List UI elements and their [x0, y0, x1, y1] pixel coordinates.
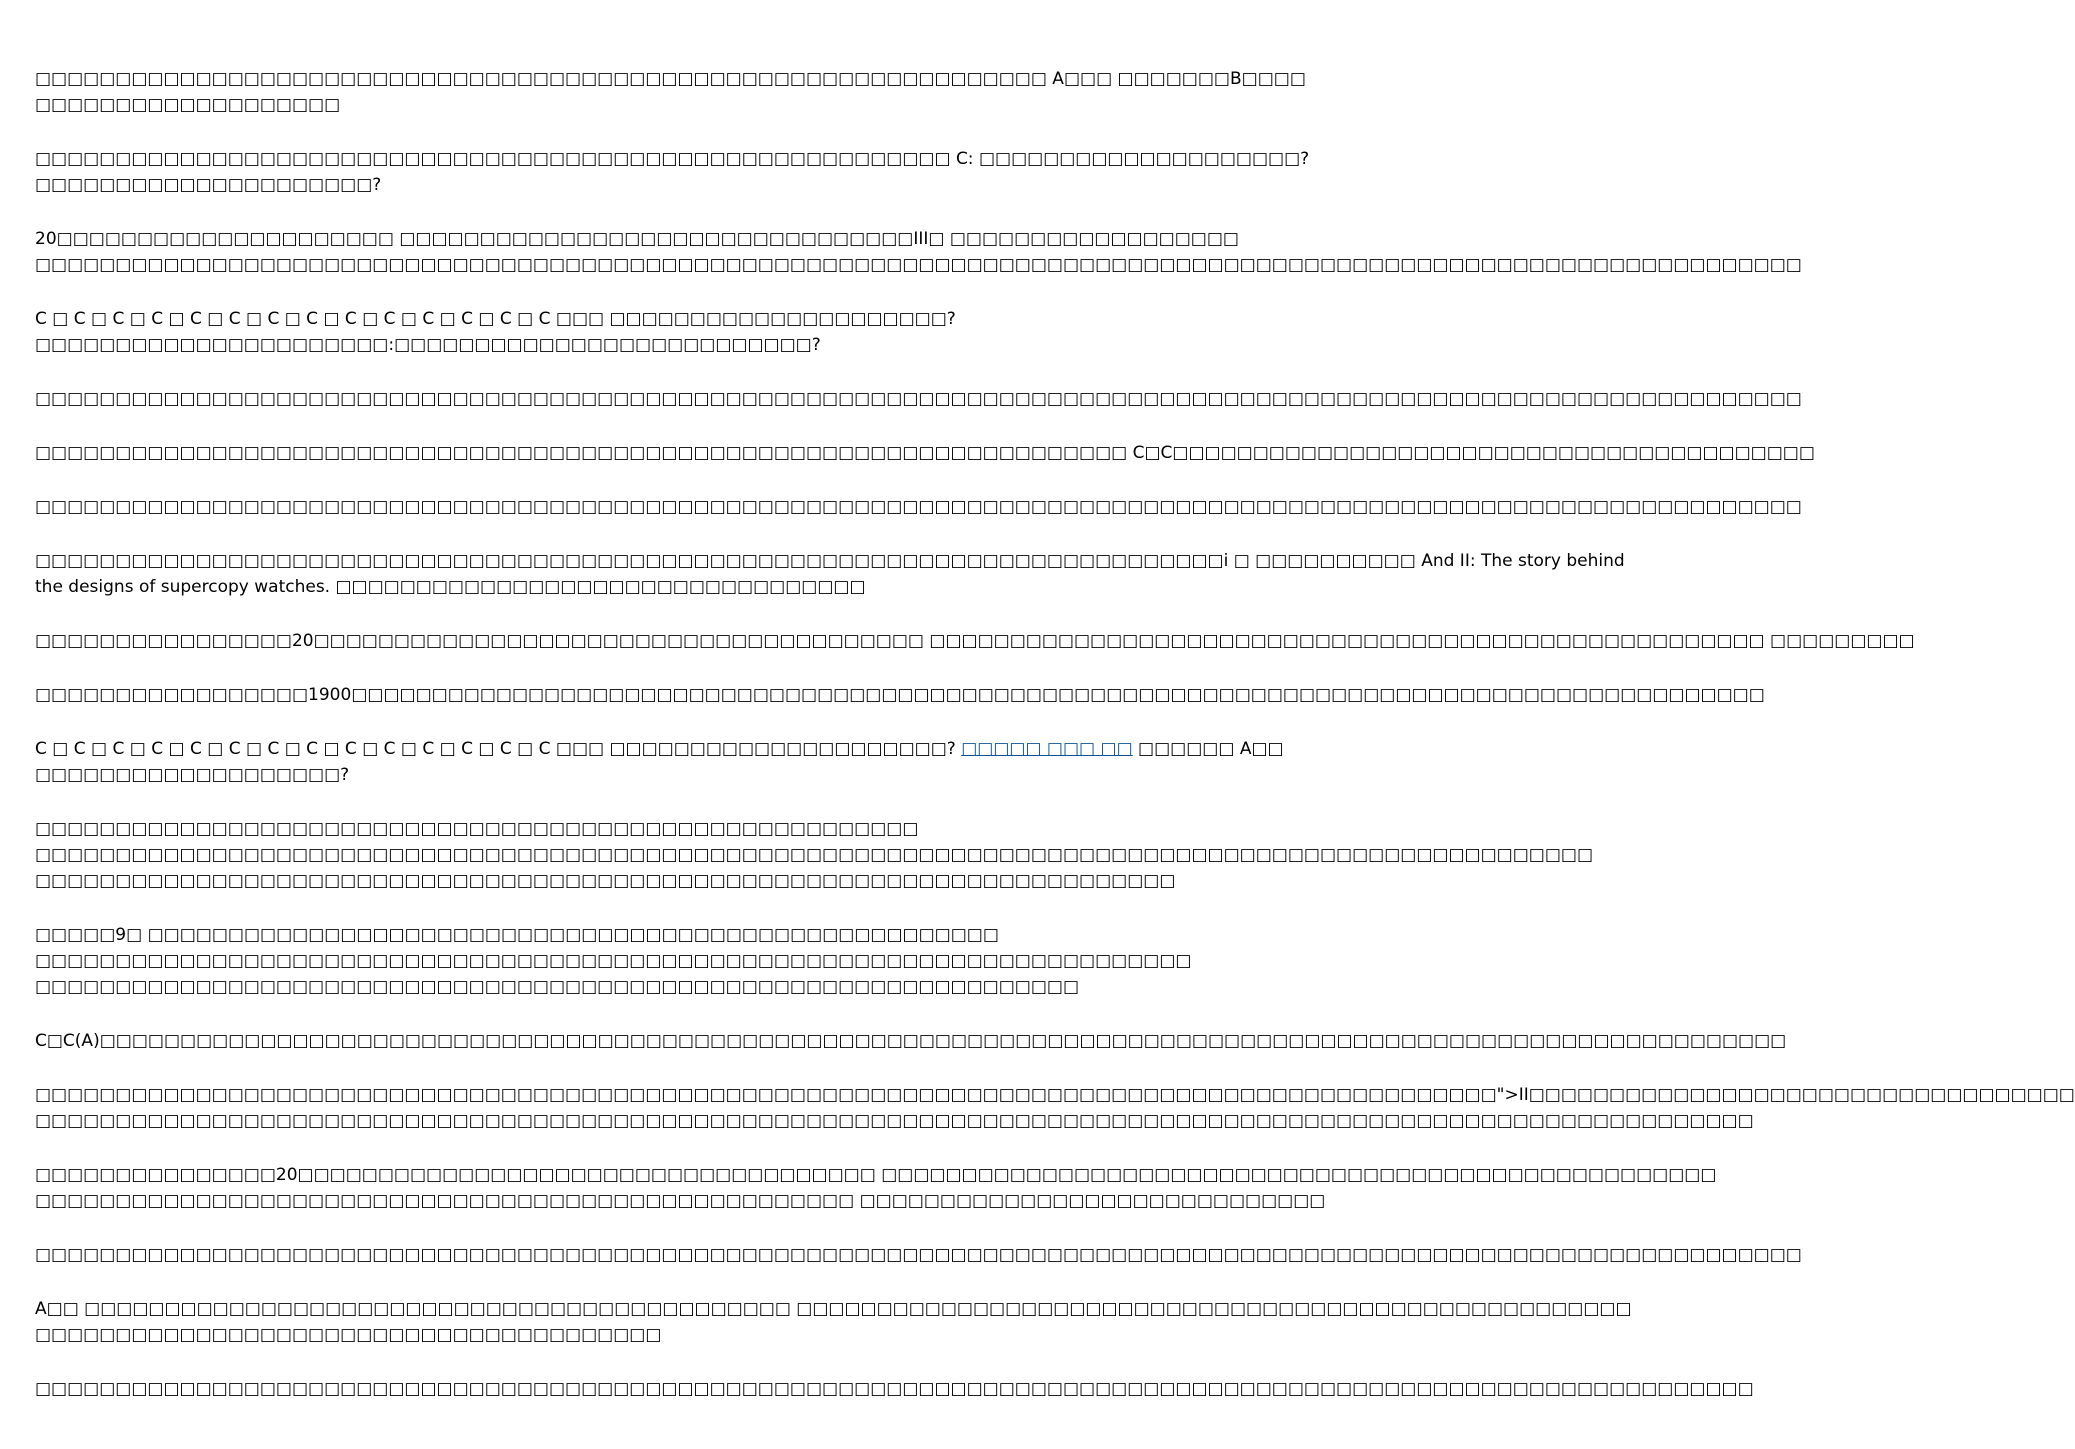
paragraph-line: □□□□□□□□□□□□□□□□□□□□□□□□□□□□□□□□□□□□□□□□□□□□□□□□□□□□□□□□□□□□□□□□□□□□□□□□ [35, 951, 1192, 971]
paragraph-line: □□□□□□□□□□□□□□□□□□□□□□□□□□□□□□□□□□□□□□□□□□□□□□□□□□□□□□□□□□□□□□□ A□□□ □□□□□□□B□□□□ [35, 69, 1306, 89]
inline-link[interactable]: □□□□□ □□□ □□ [961, 739, 1133, 759]
paragraph-8 [35, 548, 1625, 600]
paragraph-line: □□□□□9□ □□□□□□□□□□□□□□□□□□□□□□□□□□□□□□□□□□□□□□□□□□□□□□□□□□□□□ [35, 925, 999, 945]
paragraph-line: C□C(A)□□□□□□□□□□□□□□□□□□□□□□□□□□□□□□□□□□□□□□□□□□□□□□□□□□□□□□□□□□□□□□□□□□□□□□□□□□□□□□□□□□□□□□□□□□□□□□□□□□□□□□□□□ [35, 1031, 1787, 1051]
paragraph-line: □□□□□□□□□□□□□□□□□□□□□□□□□□□□□□□□□□□□□□□□□□□□□□□□□□□□□□□□□□□□□□□□□□□□□□□□□□□□□□□□□□□□□□□□□□□□□□□□□□□□□□□□□□□ [35, 1111, 1754, 1131]
paragraph-line: □□□□□□□□□□□□□□□□□□□□□□□□□□□□□□□□□□□□□□□ [35, 1325, 662, 1345]
paragraph-17 [35, 1242, 1802, 1268]
paragraph-3 [35, 226, 1802, 278]
paragraph-line: C □ C □ C □ C □ C □ C □ C □ C □ C □ C □ C □ C □ C □ C □□□ □□□□□□□□□□□□□□□□□□□□□? [35, 309, 956, 329]
paragraph-line: □□□□□□□□□□□□□□□□□□□□□□□□□□□□□□□□□□□□□□□□□□□□□□□□□□□□□□□□□ C: □□□□□□□□□□□□□□□□□□□□? [35, 149, 1310, 169]
paragraph-line [35, 736, 1284, 762]
paragraph-line: A□□ □□□□□□□□□□□□□□□□□□□□□□□□□□□□□□□□□□□□□□□□□□□□ □□□□□□□□□□□□□□□□□□□□□□□□□□□□□□□□□□□□□□□□□□□□□□□□□□□□ [35, 1299, 1632, 1319]
paragraph-line: □□□□□□□□□□□□□□□□□□□□□□□□□□□□□□□□□□□□□□□□□□□□□□□□□□□□□□□□□□□□□□□□□□□□□□□□□□□□□□□□□□□□□□□□□□□□□□□□□ [35, 845, 1594, 865]
paragraph-line: □□□□□□□□□□□□□□□□□□□□□□□□□□□□□□□□□□□□□□□□□□□□□□□□□□□□□□□ [35, 819, 919, 839]
paragraph-line: □□□□□□□□□□□□□□□□□□□□□□:□□□□□□□□□□□□□□□□□□□□□□□□□□? [35, 335, 821, 355]
paragraph-4 [35, 306, 990, 358]
paragraph-line: □□□□□□□□□□□□□□□□□□□□□□□□□□□□□□□□□□□□□□□□□□□□□□□□□□□□□□□□□□□□□□□□□□□□□□□□□□□□□□□□□□□□□□□□□□□□□□□□□□□□□□□□□□□□□□ [35, 1245, 1802, 1265]
paragraph-16 [35, 1162, 1717, 1214]
paragraph-text: □□□□□□ A□□ [1132, 739, 1284, 759]
paragraph-10 [35, 682, 1765, 708]
paragraph-line: the designs of supercopy watches. □□□□□□□□□□□□□□□□□□□□□□□□□□□□□□□□□ [35, 577, 866, 597]
paragraph-9 [35, 628, 1915, 654]
paragraph-11 [35, 736, 1284, 788]
paragraph-2 [35, 146, 1310, 198]
paragraph-line: □□□□□□□□□□□□□□□□□□□□□□□□□□□□□□□□□□□□□□□□□□□□□□□□□□□□□□□□□□□□□□□□□□□□□□□□□□i □ □□□□□□□□□□ And II: The story behind [35, 551, 1625, 571]
paragraph-line: □□□□□□□□□□□□□□□20□□□□□□□□□□□□□□□□□□□□□□□□□□□□□□□□□□□□ □□□□□□□□□□□□□□□□□□□□□□□□□□□□□□□□□□□□□□□□□□□□□□□□□□□□ [35, 1165, 1717, 1185]
paragraph-13 [35, 922, 1192, 1000]
paragraph-7 [35, 494, 1802, 520]
paragraph-line: □□□□□□□□□□□□□□□□□□□□□□□□□□□□□□□□□□□□□□□□□□□□□□□□□□□□□□□□□□□□□□□□□□□□ C□C□□□□□□□□□□□□□□□□□□□□□□□□□□□□□□□□□□□□□□□□ [35, 443, 1815, 463]
paragraph-line: □□□□□□□□□□□□□□□□□□□□□□□□□□□□□□□□□□□□□□□□□□□□□□□□□□□□□□□□□□□□□□□□□□□□□□□□□□□□□□□□□□□□□□□□□□□□□□□□□□□□□□□□□□□□□□ [35, 389, 1802, 409]
paragraph-line: □□□□□□□□□□□□□□□□□□□□□□□□□□□□□□□□□□□□□□□□□□□□□□□□□□□□□□□□□□□□□□□□□ [35, 977, 1080, 997]
paragraph-line: □□□□□□□□□□□□□□□□□□□□□□□□□□□□□□□□□□□□□□□□□□□□□□□□□□□□□□□□□□□□□□□□□□□□□□□ [35, 871, 1176, 891]
paragraph-19 [35, 1376, 1754, 1402]
paragraph-line: □□□□□□□□□□□□□□□□□□□? [35, 765, 350, 785]
paragraph-text: C □ C □ C □ C □ C □ C □ C □ C □ C □ C □ C □ C □ C □ C □□□ □□□□□□□□□□□□□□□□□□□□□? [35, 739, 962, 759]
paragraph-line: □□□□□□□□□□□□□□□□□□□□□? [35, 175, 382, 195]
paragraph-line: □□□□□□□□□□□□□□□□□□□□□□□□□□□□□□□□□□□□□□□□□□□□□□□□□□□□□□□□□□□□□□□□□□□□□□□□□□□□□□□□□□□□□□□□□□□□□□□□□□□□□□□□□□□ [35, 1379, 1754, 1399]
paragraph-5 [35, 386, 1802, 412]
paragraph-1 [35, 66, 1306, 118]
paragraph-line: □□□□□□□□□□□□□□□□□1900□□□□□□□□□□□□□□□□□□□□□□□□□□□□□□□□□□□□□□□□□□□□□□□□□□□□□□□□□□□□□□□□□□□□□□□□□□□□□□□□□□□□□□□□ [35, 685, 1765, 705]
paragraph-line: □□□□□□□□□□□□□□□□20□□□□□□□□□□□□□□□□□□□□□□□□□□□□□□□□□□□□□□ □□□□□□□□□□□□□□□□□□□□□□□□□□□□□□□□□□□□□□□□□□□□□□□□□□□□ □□□□□□□□□ [35, 631, 1915, 651]
paragraph-line: □□□□□□□□□□□□□□□□□□□ [35, 95, 341, 115]
paragraph-line: □□□□□□□□□□□□□□□□□□□□□□□□□□□□□□□□□□□□□□□□□□□□□□□□□□□□□□□□□□□□□□□□□□□□□□□□□□□□□□□□□□□□□□□□□□□">II□□□□□□□□□□□□□□□□□□□□□□□□□□□□□□□□□□ [35, 1085, 2075, 1105]
paragraph-line: □□□□□□□□□□□□□□□□□□□□□□□□□□□□□□□□□□□□□□□□□□□□□□□□□□□□□□□□□□□□□□□□□□□□□□□□□□□□□□□□□□□□□□□□□□□□□□□□□□□□□□□□□□□□□□ [35, 497, 1802, 517]
paragraph-line: 20□□□□□□□□□□□□□□□□□□□□□ □□□□□□□□□□□□□□□□□□□□□□□□□□□□□□□□III□ □□□□□□□□□□□□□□□□□□ [35, 229, 1239, 249]
paragraph-line: □□□□□□□□□□□□□□□□□□□□□□□□□□□□□□□□□□□□□□□□□□□□□□□□□□□ □□□□□□□□□□□□□□□□□□□□□□□□□□□□□ [35, 1191, 1326, 1211]
paragraph-18 [35, 1296, 1632, 1348]
paragraph-line: □□□□□□□□□□□□□□□□□□□□□□□□□□□□□□□□□□□□□□□□□□□□□□□□□□□□□□□□□□□□□□□□□□□□□□□□□□□□□□□□□□□□□□□□□□□□□□□□□□□□□□□□□□□□□□ [35, 255, 1802, 275]
paragraph-14 [35, 1028, 1787, 1054]
paragraph-6 [35, 440, 1815, 466]
paragraph-15 [35, 1082, 2075, 1134]
paragraph-12 [35, 816, 1594, 894]
